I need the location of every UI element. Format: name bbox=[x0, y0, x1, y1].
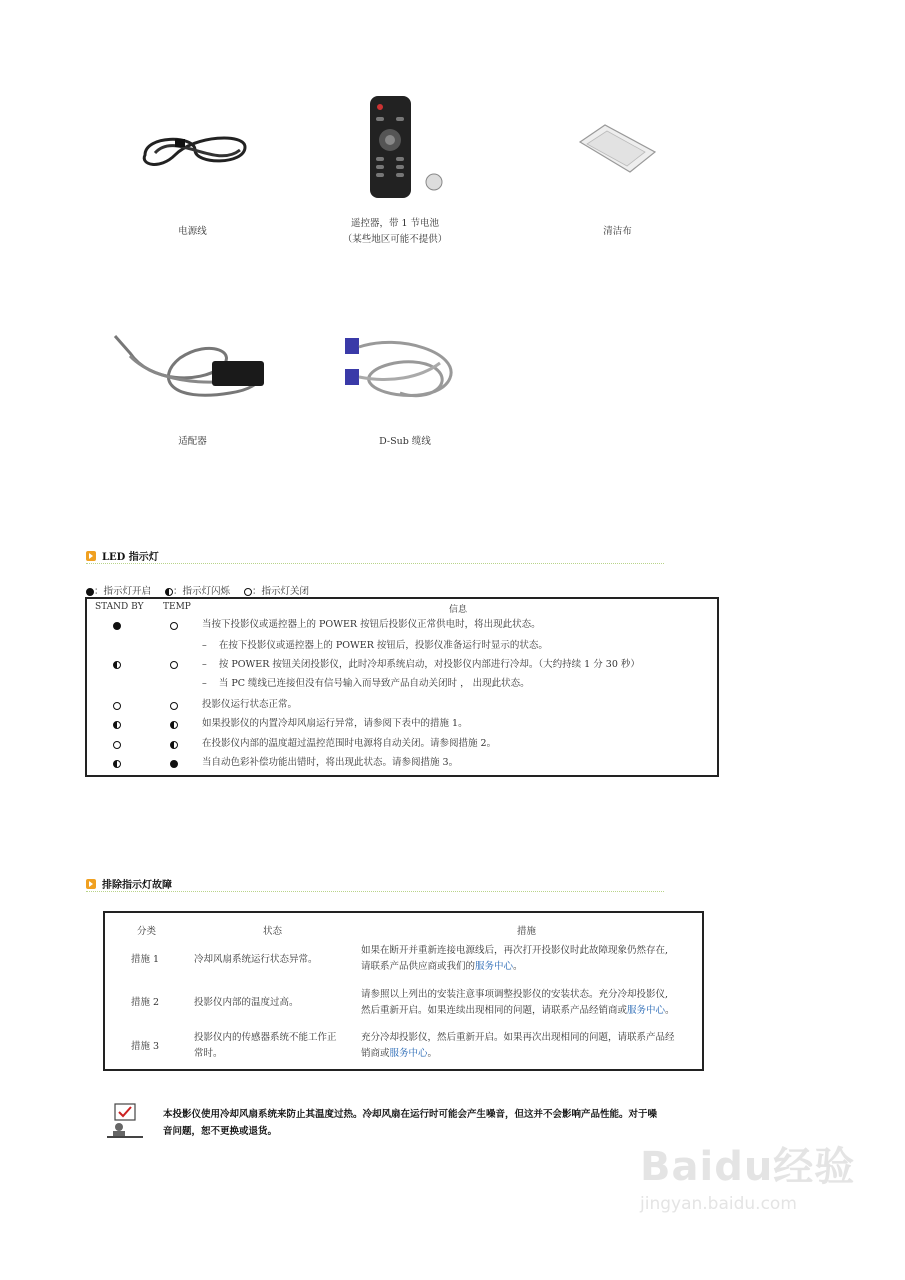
led-row-info: 如果投影仪的内置冷却风扇运行异常，请参阅下表中的措施 1。 bbox=[202, 718, 468, 729]
adapter-caption: 适配器 bbox=[178, 436, 207, 447]
led-temp-icon bbox=[170, 741, 178, 749]
led-row-info: 在投影仪内部的温度超过温控范围时电源将自动关闭。请参阅措施 2。 bbox=[202, 738, 497, 749]
remote-caption-line1: 遥控器，带 1 节电池 bbox=[350, 218, 440, 229]
trouble-status: 投影仪内的传感器系统不能工作正 常时。 bbox=[194, 1032, 337, 1059]
trouble-section-title bbox=[86, 876, 172, 891]
header-status: 状态 bbox=[263, 926, 283, 937]
remote-control-image bbox=[368, 95, 413, 200]
led-standby-icon bbox=[113, 661, 121, 669]
note-text: 本投影仪使用冷却风扇系统来防止其温度过热。冷却风扇在运行时可能会产生噪音，但这并不会影响产品性能。对于噪 音问题，恕不更换或退货。 bbox=[163, 1109, 658, 1137]
remote-caption-line2: （某些地区可能不提供） bbox=[342, 234, 448, 245]
led-standby-icon bbox=[113, 622, 121, 630]
legend-off: ：指示灯关闭 bbox=[244, 583, 309, 597]
led-temp-icon bbox=[170, 721, 178, 729]
cleaning-cloth-caption: 清洁布 bbox=[603, 226, 632, 237]
legend-on: ：指示灯开启 bbox=[86, 583, 151, 597]
led-standby-icon bbox=[113, 721, 121, 729]
led-row-info: 当按下投影仪或遥控器上的 POWER 按钮后投影仪正常供电时，将出现此状态。 bbox=[202, 619, 541, 630]
led-row-info: 当自动色彩补偿功能出错时，将出现此状态。请参阅措施 3。 bbox=[202, 757, 459, 768]
led-table bbox=[85, 597, 719, 777]
led-temp-icon bbox=[170, 702, 178, 710]
watermark bbox=[640, 1135, 855, 1214]
header-category: 分类 bbox=[137, 926, 157, 937]
led-legend bbox=[86, 583, 309, 597]
header-measure: 措施 bbox=[517, 926, 537, 937]
led-blink-icon bbox=[165, 588, 173, 596]
trouble-status: 冷却风扇系统运行状态异常。 bbox=[194, 954, 318, 965]
trouble-category: 措施 3 bbox=[131, 1041, 160, 1052]
led-section-title-text: LED 指示灯 bbox=[102, 552, 159, 563]
service-center-link[interactable]: 服务中心 bbox=[389, 1048, 428, 1059]
adapter-image bbox=[110, 328, 275, 408]
header-info: 信息 bbox=[449, 605, 468, 615]
trouble-category: 措施 1 bbox=[131, 954, 160, 965]
led-temp-icon bbox=[170, 622, 178, 630]
led-off-icon bbox=[244, 588, 252, 596]
led-standby-icon bbox=[113, 741, 121, 749]
cleaning-cloth-image bbox=[575, 122, 660, 177]
led-row-item: – 按 POWER 按钮关闭投影仪，此时冷却系统启动，对投影仪内部进行冷却。（大约持续 1 分 30 秒） bbox=[202, 659, 640, 670]
divider bbox=[86, 563, 664, 564]
watermark-url: jingyan.baidu.com bbox=[640, 1194, 797, 1214]
trouble-measure: 请参照以上列出的安装注意事项调整投影仪的安装状态。充分冷却投影仪, 然后重新开启。如果连续出现相同的问题，请联系产品经销商或服务中心。 bbox=[361, 989, 675, 1016]
battery-icon bbox=[424, 172, 444, 192]
trouble-table bbox=[103, 911, 704, 1071]
trouble-section-title-text: 排除指示灯故障 bbox=[102, 880, 172, 891]
power-cord-caption: 电源线 bbox=[178, 226, 207, 237]
watermark-brand: Baidu经验 bbox=[640, 1144, 856, 1190]
led-standby-icon bbox=[113, 760, 121, 768]
power-cord-image bbox=[135, 125, 255, 175]
note-icon bbox=[105, 1103, 145, 1139]
led-temp-icon bbox=[170, 760, 178, 768]
led-row-item: – 当 PC 缆线已连接但没有信号输入而导致产品自动关闭时 ， 出现此状态。 bbox=[202, 678, 530, 689]
trouble-measure: 如果在断开并重新连接电源线后，再次打开投影仪时此故障现象仍然存在, 请联系产品供应商或我们的服务中心。 bbox=[361, 945, 669, 972]
legend-blink: ：指示灯闪烁 bbox=[165, 583, 230, 597]
divider bbox=[86, 891, 664, 892]
led-row-info: 投影仪运行状态正常。 bbox=[202, 699, 298, 710]
dsub-caption: D-Sub 缆线 bbox=[379, 436, 431, 447]
arrow-icon bbox=[86, 551, 96, 561]
led-temp-icon bbox=[170, 661, 178, 669]
service-center-link[interactable]: 服务中心 bbox=[627, 1005, 666, 1016]
led-section-title bbox=[86, 548, 159, 563]
led-standby-icon bbox=[113, 702, 121, 710]
arrow-icon bbox=[86, 879, 96, 889]
header-temp: TEMP bbox=[163, 602, 191, 612]
dsub-cable-image bbox=[340, 333, 465, 408]
service-center-link[interactable]: 服务中心 bbox=[475, 961, 514, 972]
trouble-status: 投影仪内部的温度过高。 bbox=[194, 997, 299, 1008]
led-row-item: – 在按下投影仪或遥控器上的 POWER 按钮后，投影仪准备运行时显示的状态。 bbox=[202, 640, 548, 651]
led-on-icon bbox=[86, 588, 94, 596]
trouble-category: 措施 2 bbox=[131, 997, 160, 1008]
header-standby: STAND BY bbox=[95, 602, 144, 612]
trouble-measure: 充分冷却投影仪，然后重新开启。如果再次出现相同的问题，请联系产品经 销商或服务中心。 bbox=[361, 1032, 675, 1059]
